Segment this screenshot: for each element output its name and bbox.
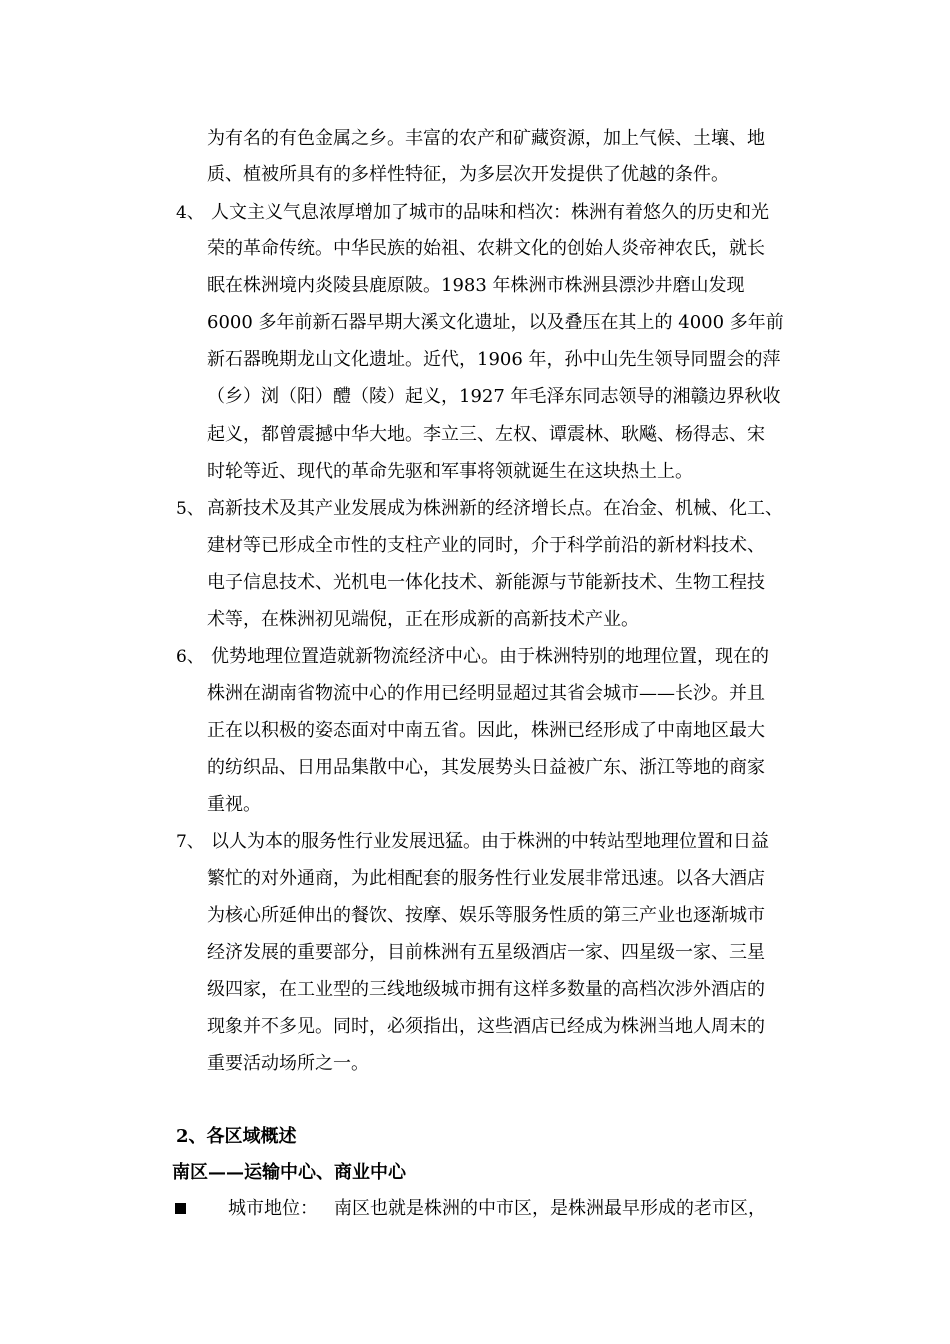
list-item-line: 级四家，在工业型的三线地级城市拥有这样多数量的高档次涉外酒店的 [207, 979, 765, 1000]
list-item-line: 术等，在株洲初见端倪，正在形成新的高新技术产业。 [207, 609, 639, 630]
list-item-line: 株洲在湖南省物流中心的作用已经明显超过其省会城市——长沙。并且 [207, 683, 765, 704]
list-item-line: 新石器晚期龙山文化遗址。近代，1906 年，孙中山先生领导同盟会的萍 [207, 349, 781, 370]
list-item-line: 经济发展的重要部分，目前株洲有五星级酒店一家、四星级一家、三星 [207, 942, 765, 963]
paragraph-line: 为有名的有色金属之乡。丰富的农产和矿藏资源，加上气候、土壤、地 [207, 128, 765, 149]
list-item-line: 现象并不多见。同时，必须指出，这些酒店已经成为株洲当地人周末的 [207, 1016, 765, 1037]
list-item-line: 为核心所延伸出的餐饮、按摩、娱乐等服务性质的第三产业也逐渐城市 [207, 905, 765, 926]
list-item-line: 重视。 [207, 794, 261, 815]
list-item-line: 人文主义气息浓厚增加了城市的品味和档次：株洲有着悠久的历史和光 [211, 202, 769, 223]
list-item-line: 时轮等近、现代的革命先驱和军事将领就诞生在这块热土上。 [207, 461, 693, 482]
list-item-number: 5、 [176, 499, 204, 519]
sub-heading: 南区——运输中心、商业中心 [172, 1162, 406, 1183]
list-item-number: 6、 [176, 647, 204, 667]
section-heading: 2、各区域概述 [176, 1126, 297, 1147]
list-item-line: （乡）浏（阳）醴（陵）起义，1927 年毛泽东同志领导的湘赣边界秋收 [207, 386, 781, 407]
list-item-line: 正在以积极的姿态面对中南五省。因此，株洲已经形成了中南地区最大 [207, 720, 765, 741]
black-square-bullet-icon [175, 1203, 186, 1214]
list-item-line: 电子信息技术、光机电一体化技术、新能源与节能新技术、生物工程技 [207, 572, 765, 593]
paragraph-line: 质、植被所具有的多样性特征，为多层次开发提供了优越的条件。 [207, 164, 729, 185]
list-item-line: 优势地理位置造就新物流经济中心。由于株洲特别的地理位置，现在的 [211, 646, 769, 667]
list-item-line: 繁忙的对外通商，为此相配套的服务性行业发展非常迅速。以各大酒店 [207, 868, 765, 889]
list-item-line: 以人为本的服务性行业发展迅猛。由于株洲的中转站型地理位置和日益 [211, 831, 769, 852]
list-item-number: 4、 [176, 203, 204, 223]
list-item-line: 建材等已形成全市性的支柱产业的同时，介于科学前沿的新材料技术、 [207, 535, 765, 556]
bullet-text: 南区也就是株洲的中市区，是株洲最早形成的老市区， [334, 1198, 766, 1219]
list-item-line: 重要活动场所之一。 [207, 1053, 369, 1074]
list-item-line: 荣的革命传统。中华民族的始祖、农耕文化的创始人炎帝神农氏，就长 [207, 238, 765, 259]
list-item-line: 的纺织品、日用品集散中心，其发展势头日益被广东、浙江等地的商家 [207, 757, 765, 778]
list-item-line: 起义，都曾震撼中华大地。李立三、左权、谭震林、耿飚、杨得志、宋 [207, 424, 765, 445]
bullet-label: 城市地位： [228, 1198, 318, 1219]
list-item-line: 眠在株洲境内炎陵县鹿原陂。1983 年株洲市株洲县漂沙井磨山发现 [207, 275, 745, 296]
list-item-number: 7、 [176, 832, 204, 852]
list-item-line: 高新技术及其产业发展成为株洲新的经济增长点。在冶金、机械、化工、 [207, 498, 783, 519]
list-item-line: 6000 多年前新石器早期大溪文化遗址，以及叠压在其上的 4000 多年前 [207, 312, 784, 333]
